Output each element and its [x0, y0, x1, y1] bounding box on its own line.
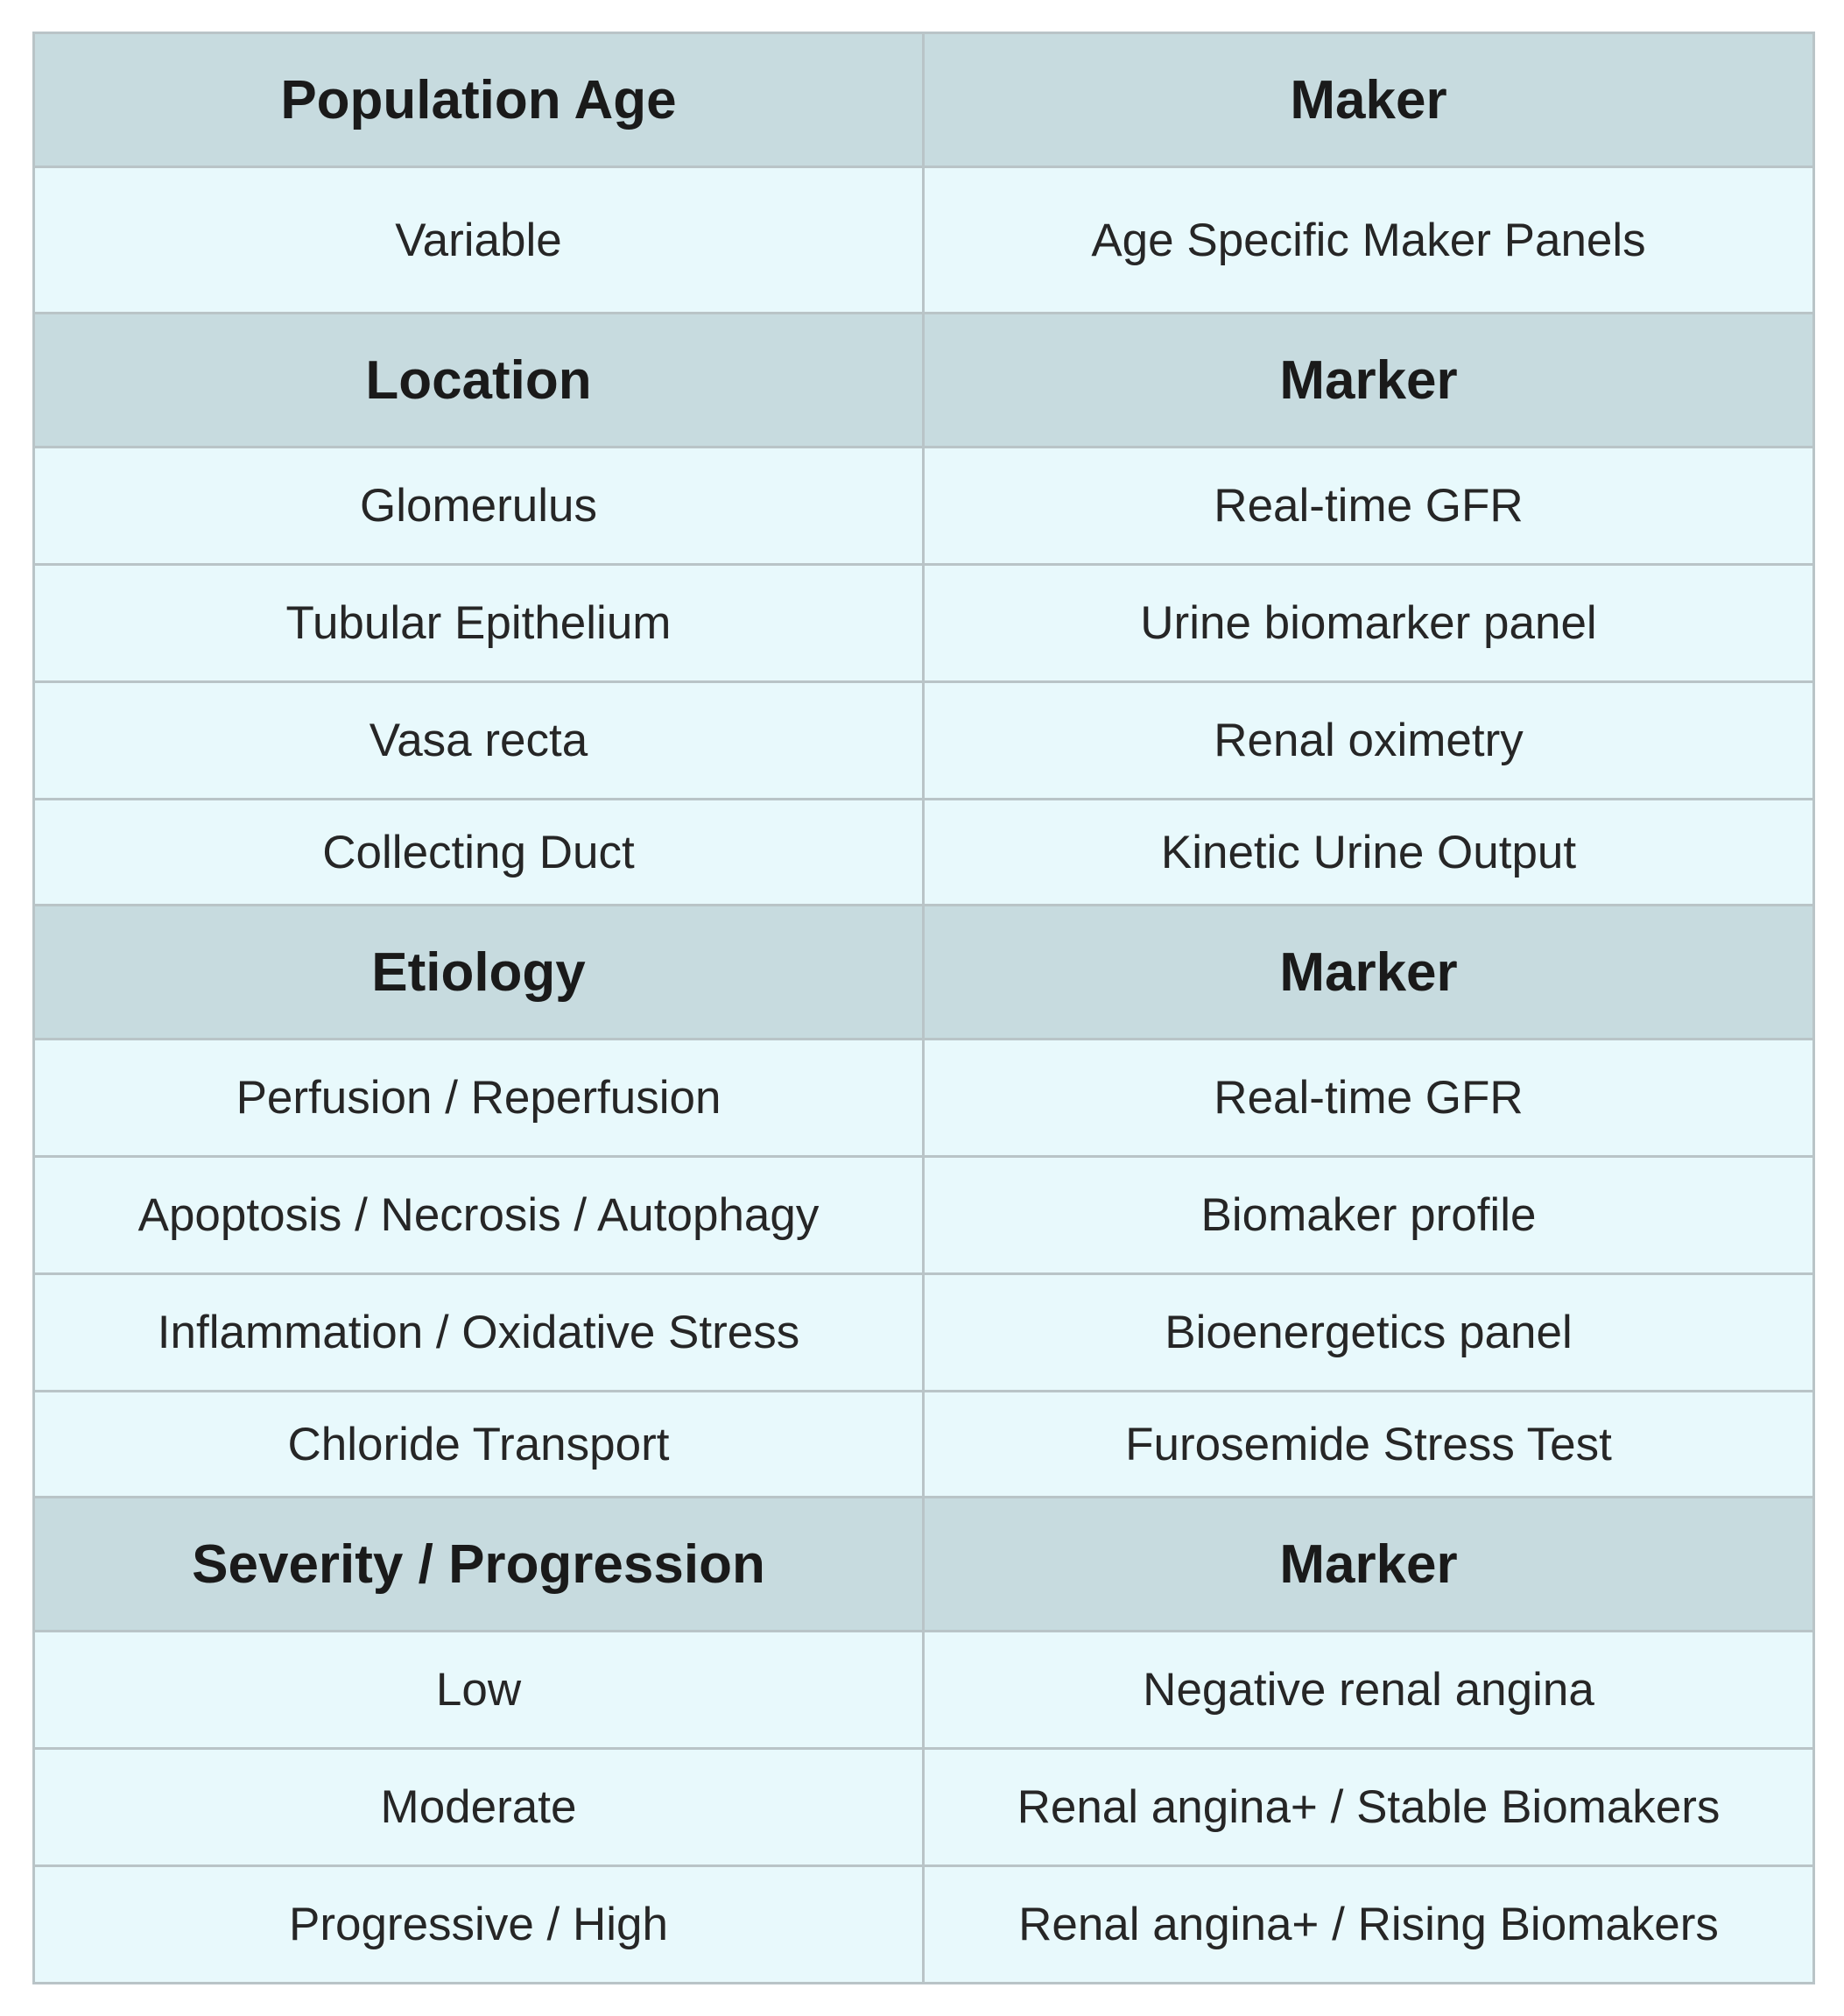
- marker-cell: Renal angina+ / Rising Biomakers: [924, 1866, 1814, 1984]
- marker-table: [32, 32, 1815, 1984]
- table-row: [34, 167, 1814, 314]
- section-header-severity-progression: [34, 1498, 1814, 1632]
- marker-cell: Real-time GFR: [924, 448, 1814, 565]
- table-row: [34, 1157, 1814, 1274]
- marker-cell: Urine biomarker panel: [924, 565, 1814, 682]
- category-cell: Variable: [34, 167, 924, 314]
- table-row: [34, 1040, 1814, 1157]
- marker-cell: Bioenergetics panel: [924, 1274, 1814, 1392]
- table-row: [34, 1632, 1814, 1749]
- header-cell-category: Location: [34, 314, 924, 448]
- table-row: [34, 1392, 1814, 1498]
- table-row: [34, 1749, 1814, 1866]
- header-cell-marker: Marker: [924, 314, 1814, 448]
- section-header-etiology: [34, 906, 1814, 1040]
- marker-cell: Kinetic Urine Output: [924, 800, 1814, 906]
- category-cell: Apoptosis / Necrosis / Autophagy: [34, 1157, 924, 1274]
- marker-cell: Negative renal angina: [924, 1632, 1814, 1749]
- category-cell: Vasa recta: [34, 682, 924, 800]
- header-cell-category: Severity / Progression: [34, 1498, 924, 1632]
- category-cell: Perfusion / Reperfusion: [34, 1040, 924, 1157]
- category-cell: Moderate: [34, 1749, 924, 1866]
- header-cell-category: Population Age: [34, 33, 924, 167]
- table-row: [34, 448, 1814, 565]
- marker-cell: Renal oximetry: [924, 682, 1814, 800]
- category-cell: Low: [34, 1632, 924, 1749]
- category-cell: Collecting Duct: [34, 800, 924, 906]
- section-header-population-age: [34, 33, 1814, 167]
- header-cell-marker: Maker: [924, 33, 1814, 167]
- header-cell-marker: Marker: [924, 906, 1814, 1040]
- marker-table-container: [32, 32, 1812, 1984]
- marker-cell: Age Specific Maker Panels: [924, 167, 1814, 314]
- header-cell-marker: Marker: [924, 1498, 1814, 1632]
- table-row: [34, 565, 1814, 682]
- section-header-location: [34, 314, 1814, 448]
- marker-cell: Renal angina+ / Stable Biomakers: [924, 1749, 1814, 1866]
- table-row: [34, 1274, 1814, 1392]
- marker-cell: Furosemide Stress Test: [924, 1392, 1814, 1498]
- marker-cell: Real-time GFR: [924, 1040, 1814, 1157]
- category-cell: Progressive / High: [34, 1866, 924, 1984]
- category-cell: Glomerulus: [34, 448, 924, 565]
- category-cell: Inflammation / Oxidative Stress: [34, 1274, 924, 1392]
- category-cell: Tubular Epithelium: [34, 565, 924, 682]
- table-row: [34, 800, 1814, 906]
- table-row: [34, 1866, 1814, 1984]
- header-cell-category: Etiology: [34, 906, 924, 1040]
- category-cell: Chloride Transport: [34, 1392, 924, 1498]
- table-row: [34, 682, 1814, 800]
- marker-cell: Biomaker profile: [924, 1157, 1814, 1274]
